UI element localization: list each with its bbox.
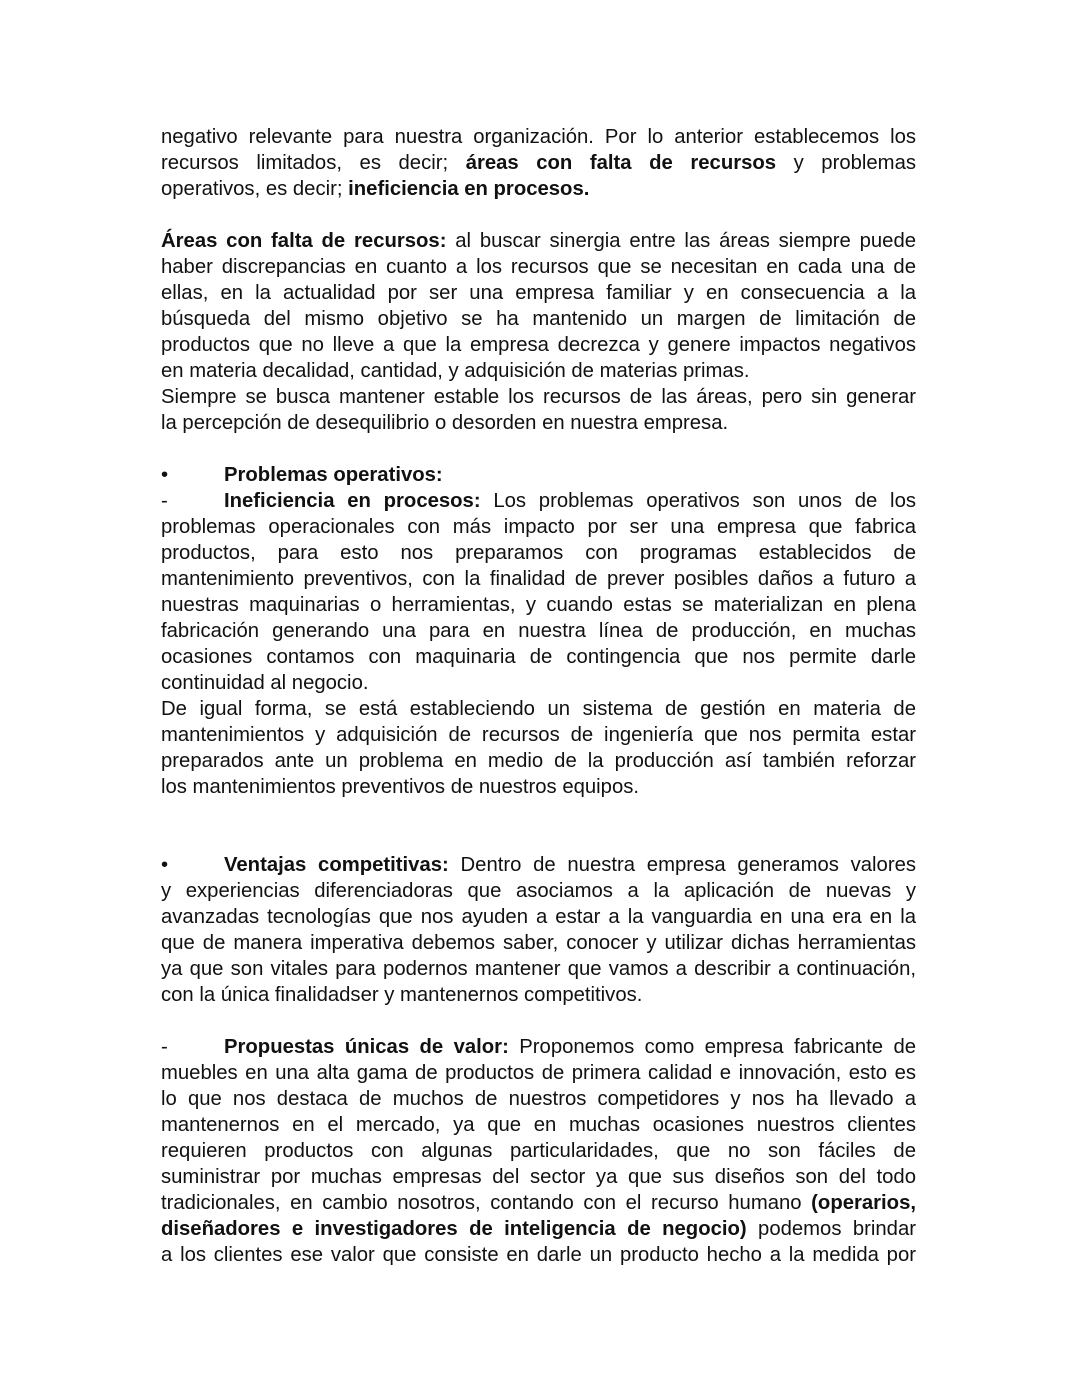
text-line (161, 384, 916, 410)
text-line (161, 722, 916, 748)
text-segment: búsqueda del mismo objetivo se ha mantenido un margen de limitación de (161, 308, 916, 330)
text-line (161, 982, 916, 1008)
text-line (161, 1034, 916, 1060)
text-segment: mantenimientos y adquisición de recursos de ingeniería que nos permita estar (161, 724, 916, 746)
text-line (161, 852, 916, 878)
bold-text: ineficiencia en procesos. (348, 178, 590, 200)
text-segment: en materia decalidad, cantidad, y adquisición de materias primas. (161, 360, 750, 382)
dash-marker: - (161, 490, 168, 512)
text-line (161, 462, 916, 488)
text-segment: y problemas (776, 152, 916, 174)
text-segment: ya que son vitales para podernos mantener que vamos a describir a continuación, (161, 958, 916, 980)
text-line (161, 1164, 916, 1190)
text-segment: De igual forma, se está estableciendo un sistema de gestión en materia de (161, 698, 916, 720)
text-segment: los mantenimientos preventivos de nuestros equipos. (161, 776, 640, 798)
blank-line (161, 800, 916, 826)
blank-line (161, 202, 916, 228)
bold-text: Ventajas competitivas: (224, 854, 449, 876)
text-line (161, 670, 916, 696)
text-segment: avanzadas tecnologías que nos ayuden a estar a la vanguardia en una era en la (161, 906, 916, 928)
text-line (161, 1190, 916, 1216)
text-line (161, 540, 916, 566)
bold-text: diseñadores e investigadores de inteligencia de negocio) (161, 1218, 747, 1240)
text-segment: ellas, en la actualidad por ser una empresa familiar y en consecuencia a la (161, 282, 916, 304)
text-segment: al buscar sinergia entre las áreas siempre puede (446, 230, 917, 252)
document-body (161, 124, 916, 1268)
bullet-marker: • (161, 854, 169, 876)
text-segment: lo que nos destaca de muchos de nuestros competidores y nos ha llevado a (161, 1088, 916, 1110)
text-line (161, 956, 916, 982)
text-line (161, 1060, 916, 1086)
text-segment: negativo relevante para nuestra organización. Por lo anterior establecemos los (161, 126, 916, 148)
text-segment: podemos brindar (746, 1218, 916, 1240)
text-segment: haber discrepancias en cuanto a los recursos que se necesitan en cada una de (161, 256, 916, 278)
dash-marker: - (161, 1036, 168, 1058)
text-line (161, 176, 916, 202)
text-segment: Dentro de nuestra empresa generamos valores (448, 854, 916, 876)
text-line (161, 280, 916, 306)
text-line (161, 904, 916, 930)
text-line (161, 644, 916, 670)
text-line (161, 228, 916, 254)
text-line (161, 1086, 916, 1112)
text-segment: preparados ante un problema en medio de la producción así también reforzar (161, 750, 916, 772)
text-line (161, 150, 916, 176)
text-segment: que de manera imperativa debemos saber, conocer y utilizar dichas herramientas (161, 932, 916, 954)
text-segment: tradicionales, en cambio nosotros, contando con el recurso humano (161, 1192, 812, 1214)
text-line (161, 878, 916, 904)
text-line (161, 254, 916, 280)
text-segment: Los problemas operativos son unos de los (480, 490, 916, 512)
text-segment: con la única finalidadser y mantenernos competitivos. (161, 984, 643, 1006)
text-line (161, 488, 916, 514)
bold-text: áreas con falta de recursos (465, 152, 777, 174)
text-segment: ocasiones contamos con maquinaria de contingencia que nos permite darle (161, 646, 916, 668)
text-segment: suministrar por muchas empresas del sector ya que sus diseños son del todo (161, 1166, 916, 1188)
text-segment: productos que no lleve a que la empresa decrezca y genere impactos negativos (161, 334, 916, 356)
bold-text: (operarios, (811, 1192, 916, 1214)
text-segment: la percepción de desequilibrio o desorden en nuestra empresa. (161, 412, 729, 434)
bold-text: Propuestas únicas de valor: (224, 1036, 509, 1058)
bold-text: Áreas con falta de recursos: (161, 230, 447, 252)
text-line (161, 124, 916, 150)
bullet-marker: • (161, 464, 169, 486)
text-segment: Proponemos como empresa fabricante de (508, 1036, 917, 1058)
text-segment: problemas operacionales con más impacto por ser una empresa que fabrica (161, 516, 916, 538)
text-segment: mantenernos en el mercado, ya que en muchas ocasiones nuestros clientes (161, 1114, 916, 1136)
text-line (161, 696, 916, 722)
bold-text: Problemas operativos: (224, 464, 443, 486)
text-line (161, 358, 916, 384)
text-line (161, 748, 916, 774)
blank-line (161, 1008, 916, 1034)
text-segment: Siempre se busca mantener estable los recursos de las áreas, pero sin generar (161, 386, 916, 408)
text-line (161, 592, 916, 618)
text-line (161, 618, 916, 644)
text-segment: fabricación generando una para en nuestra línea de producción, en muchas (161, 620, 916, 642)
text-line (161, 566, 916, 592)
bold-text: Ineficiencia en procesos: (224, 490, 481, 512)
text-line (161, 1216, 916, 1242)
text-segment: y experiencias diferenciadoras que asociamos a la aplicación de nuevas y (161, 880, 916, 902)
text-line (161, 774, 916, 800)
text-segment: requieren productos con algunas particularidades, que no son fáciles de (161, 1140, 916, 1162)
blank-line (161, 436, 916, 462)
text-segment: recursos limitados, es decir; (161, 152, 466, 174)
text-line (161, 514, 916, 540)
text-segment: operativos, es decir; (161, 178, 349, 200)
text-segment: a los clientes ese valor que consiste en darle un producto hecho a la medida por (161, 1244, 916, 1266)
text-segment: continuidad al negocio. (161, 672, 369, 694)
text-line (161, 1242, 916, 1268)
text-segment: mantenimiento preventivos, con la finalidad de prever posibles daños a futuro a (161, 568, 916, 590)
text-line (161, 306, 916, 332)
text-line (161, 1112, 916, 1138)
blank-line (161, 826, 916, 852)
text-line (161, 1138, 916, 1164)
text-line (161, 332, 916, 358)
text-line (161, 410, 916, 436)
text-line (161, 930, 916, 956)
text-segment: productos, para esto nos preparamos con programas establecidos de (161, 542, 916, 564)
text-segment: muebles en una alta gama de productos de primera calidad e innovación, esto es (161, 1062, 916, 1084)
text-segment: nuestras maquinarias o herramientas, y cuando estas se materializan en plena (161, 594, 916, 616)
